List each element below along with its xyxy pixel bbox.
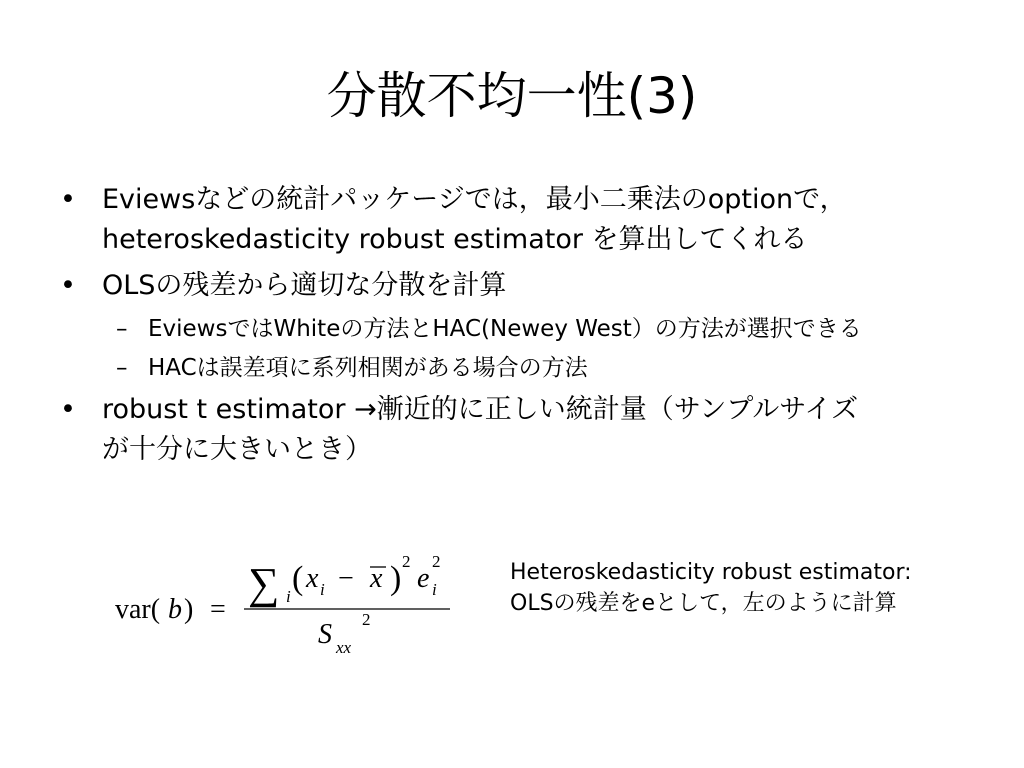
- formula-e-index: i: [432, 580, 437, 599]
- sub-bullet-item: [60, 351, 990, 385]
- bullet-text: heteroskedasticity robust estimator を算出してくれる: [102, 224, 808, 255]
- formula-close-paren: ): [184, 594, 194, 625]
- formula-b: b: [168, 594, 182, 625]
- bullet-text: が十分に大きいとき）: [102, 434, 372, 465]
- bullet-item: [60, 266, 990, 306]
- bullet-text: robust t estimator →漸近的に正しい統計量（サンプルサイズ: [102, 394, 859, 425]
- formula-e: e: [417, 563, 430, 594]
- bullet-text: Eviewsなどの統計パッケージでは，最小二乗法のoptionで，: [102, 184, 847, 215]
- formula-note: [510, 557, 1010, 619]
- formula-paren-exponent: 2: [402, 552, 411, 571]
- slide-body: [60, 180, 990, 476]
- bullet-item: [60, 390, 990, 470]
- formula-sum-index: i: [286, 587, 291, 606]
- formula-S-exponent: 2: [362, 610, 371, 629]
- sub-bullet-text: HACは誤差項に系列相関がある場合の方法: [148, 355, 588, 381]
- variance-formula: [110, 545, 470, 665]
- formula-equals: =: [210, 594, 226, 625]
- slide-title: 分散不均一性(3): [326, 67, 698, 125]
- formula-S: S: [318, 619, 332, 650]
- formula-sum: ∑: [248, 559, 280, 608]
- sub-bullet-text: EviewsではWhiteの方法とHAC(Newey West）の方法が選択できる: [148, 316, 862, 342]
- formula-minus: −: [338, 563, 354, 594]
- formula-e-exponent: 2: [432, 552, 441, 571]
- bullet-marker: •: [60, 184, 76, 215]
- formula-xbar: x: [370, 563, 383, 594]
- formula-S-index: xx: [336, 638, 352, 657]
- bullet-text: OLSの残差から適切な分散を計算: [102, 270, 507, 301]
- bullet-marker: •: [60, 270, 76, 301]
- bullet-item: [60, 180, 990, 260]
- formula-svg: [110, 545, 470, 665]
- sub-bullet-marker: –: [116, 355, 128, 381]
- formula-x: x: [306, 563, 319, 594]
- sub-bullet-marker: –: [116, 316, 128, 342]
- formula-open-paren: (: [292, 560, 304, 597]
- formula-x-index: i: [320, 580, 325, 599]
- note-line: OLSの残差をeとして，左のように計算: [510, 591, 897, 616]
- bullet-marker: •: [60, 394, 76, 425]
- sub-bullet-item: [60, 312, 990, 346]
- formula-close-paren-2: ): [390, 560, 402, 597]
- note-line: Heteroskedasticity robust estimator:: [510, 560, 912, 585]
- formula-var-text: var(: [115, 594, 161, 625]
